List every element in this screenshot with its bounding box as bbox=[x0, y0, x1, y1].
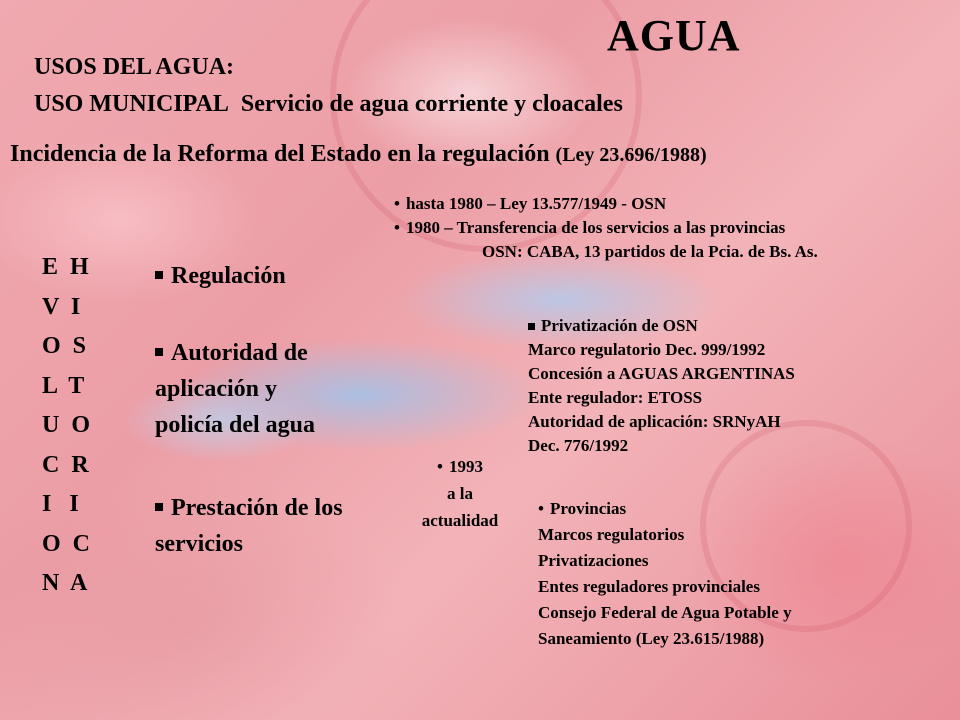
topic-autoridad-text: aplicación y bbox=[155, 376, 278, 402]
osn-history-list bbox=[394, 192, 818, 264]
topic-autoridad-text: Autoridad de bbox=[171, 340, 308, 366]
bullet-icon: • bbox=[394, 194, 400, 213]
privatizacion-line: Ente regulador: ETOSS bbox=[528, 388, 703, 407]
periodo-text: 1993 bbox=[448, 457, 483, 476]
provincias-line: Consejo Federal de Agua Potable y bbox=[538, 603, 792, 622]
privatizacion-line: Marco regulatorio Dec. 999/1992 bbox=[528, 340, 766, 359]
uso-municipal-description: Servicio de agua corriente y cloacales bbox=[240, 91, 623, 117]
osn-history-text: hasta 1980 – Ley 13.577/1949 - OSN bbox=[405, 194, 667, 213]
topic-regulacion-text: Regulación bbox=[171, 263, 286, 289]
provincias-line: Marcos regulatorios bbox=[538, 525, 685, 544]
osn-history-item bbox=[394, 192, 818, 216]
provincias-line: Saneamiento (Ley 23.615/1988) bbox=[538, 629, 765, 648]
provincias-block bbox=[538, 496, 792, 652]
bullet-icon: • bbox=[538, 499, 544, 518]
evolucion-historica-vertical-text bbox=[42, 248, 90, 604]
usos-heading: USOS DEL AGUA: bbox=[34, 54, 235, 80]
osn-history-item bbox=[394, 216, 818, 240]
uso-municipal-line bbox=[34, 91, 623, 118]
privatizacion-line: Autoridad de aplicación: SRNyAH bbox=[528, 412, 781, 431]
topic-prestacion-text: Prestación de los bbox=[171, 495, 343, 521]
evolucion-row: E H bbox=[42, 254, 89, 280]
evolucion-row: U O bbox=[42, 412, 90, 438]
topic-prestacion bbox=[155, 490, 405, 562]
evolucion-row: C R bbox=[42, 451, 89, 478]
square-bullet-icon bbox=[155, 271, 163, 279]
square-bullet-icon bbox=[155, 503, 163, 511]
privatizacion-line: Dec. 776/1992 bbox=[528, 436, 629, 455]
periodo-text: a la bbox=[447, 484, 473, 503]
evolucion-row: V I bbox=[42, 293, 81, 320]
topic-autoridad bbox=[155, 335, 395, 443]
privatizacion-line: Concesión a AGUAS ARGENTINAS bbox=[528, 364, 795, 383]
evolucion-row: O S bbox=[42, 333, 87, 359]
privatizacion-heading: Privatización de OSN bbox=[541, 316, 698, 335]
provincias-line: Entes reguladores provinciales bbox=[538, 577, 760, 596]
topic-autoridad-text: policía del agua bbox=[155, 412, 316, 438]
osn-history-continuation: OSN: CABA, 13 partidos de la Pcia. de Bs. As. bbox=[482, 242, 818, 261]
topic-regulacion bbox=[155, 258, 286, 294]
evolucion-row: O C bbox=[42, 530, 90, 557]
incidencia-heading bbox=[10, 141, 707, 168]
square-bullet-icon bbox=[155, 348, 163, 356]
slide-title: AGUA bbox=[607, 11, 741, 60]
osn-history-text: 1980 – Transferencia de los servicios a las provincias bbox=[405, 218, 786, 237]
bullet-icon: • bbox=[437, 457, 443, 476]
evolucion-row: I I bbox=[42, 491, 79, 517]
incidencia-main-text: Incidencia de la Reforma del Estado en la regulación bbox=[10, 141, 550, 167]
provincias-heading: Provincias bbox=[549, 499, 627, 518]
privatizacion-osn-block bbox=[528, 314, 795, 458]
periodo-text: actualidad bbox=[421, 511, 499, 530]
evolucion-row: N A bbox=[42, 570, 88, 596]
incidencia-ley: (Ley 23.696/1988) bbox=[555, 144, 707, 166]
topic-prestacion-text: servicios bbox=[155, 531, 243, 557]
provincias-line: Privatizaciones bbox=[538, 551, 649, 570]
square-bullet-icon bbox=[528, 323, 535, 330]
evolucion-row: L T bbox=[42, 372, 85, 399]
periodo-1993-actualidad bbox=[410, 453, 510, 534]
uso-municipal-label: USO MUNICIPAL bbox=[34, 91, 229, 117]
bullet-icon: • bbox=[394, 218, 400, 237]
